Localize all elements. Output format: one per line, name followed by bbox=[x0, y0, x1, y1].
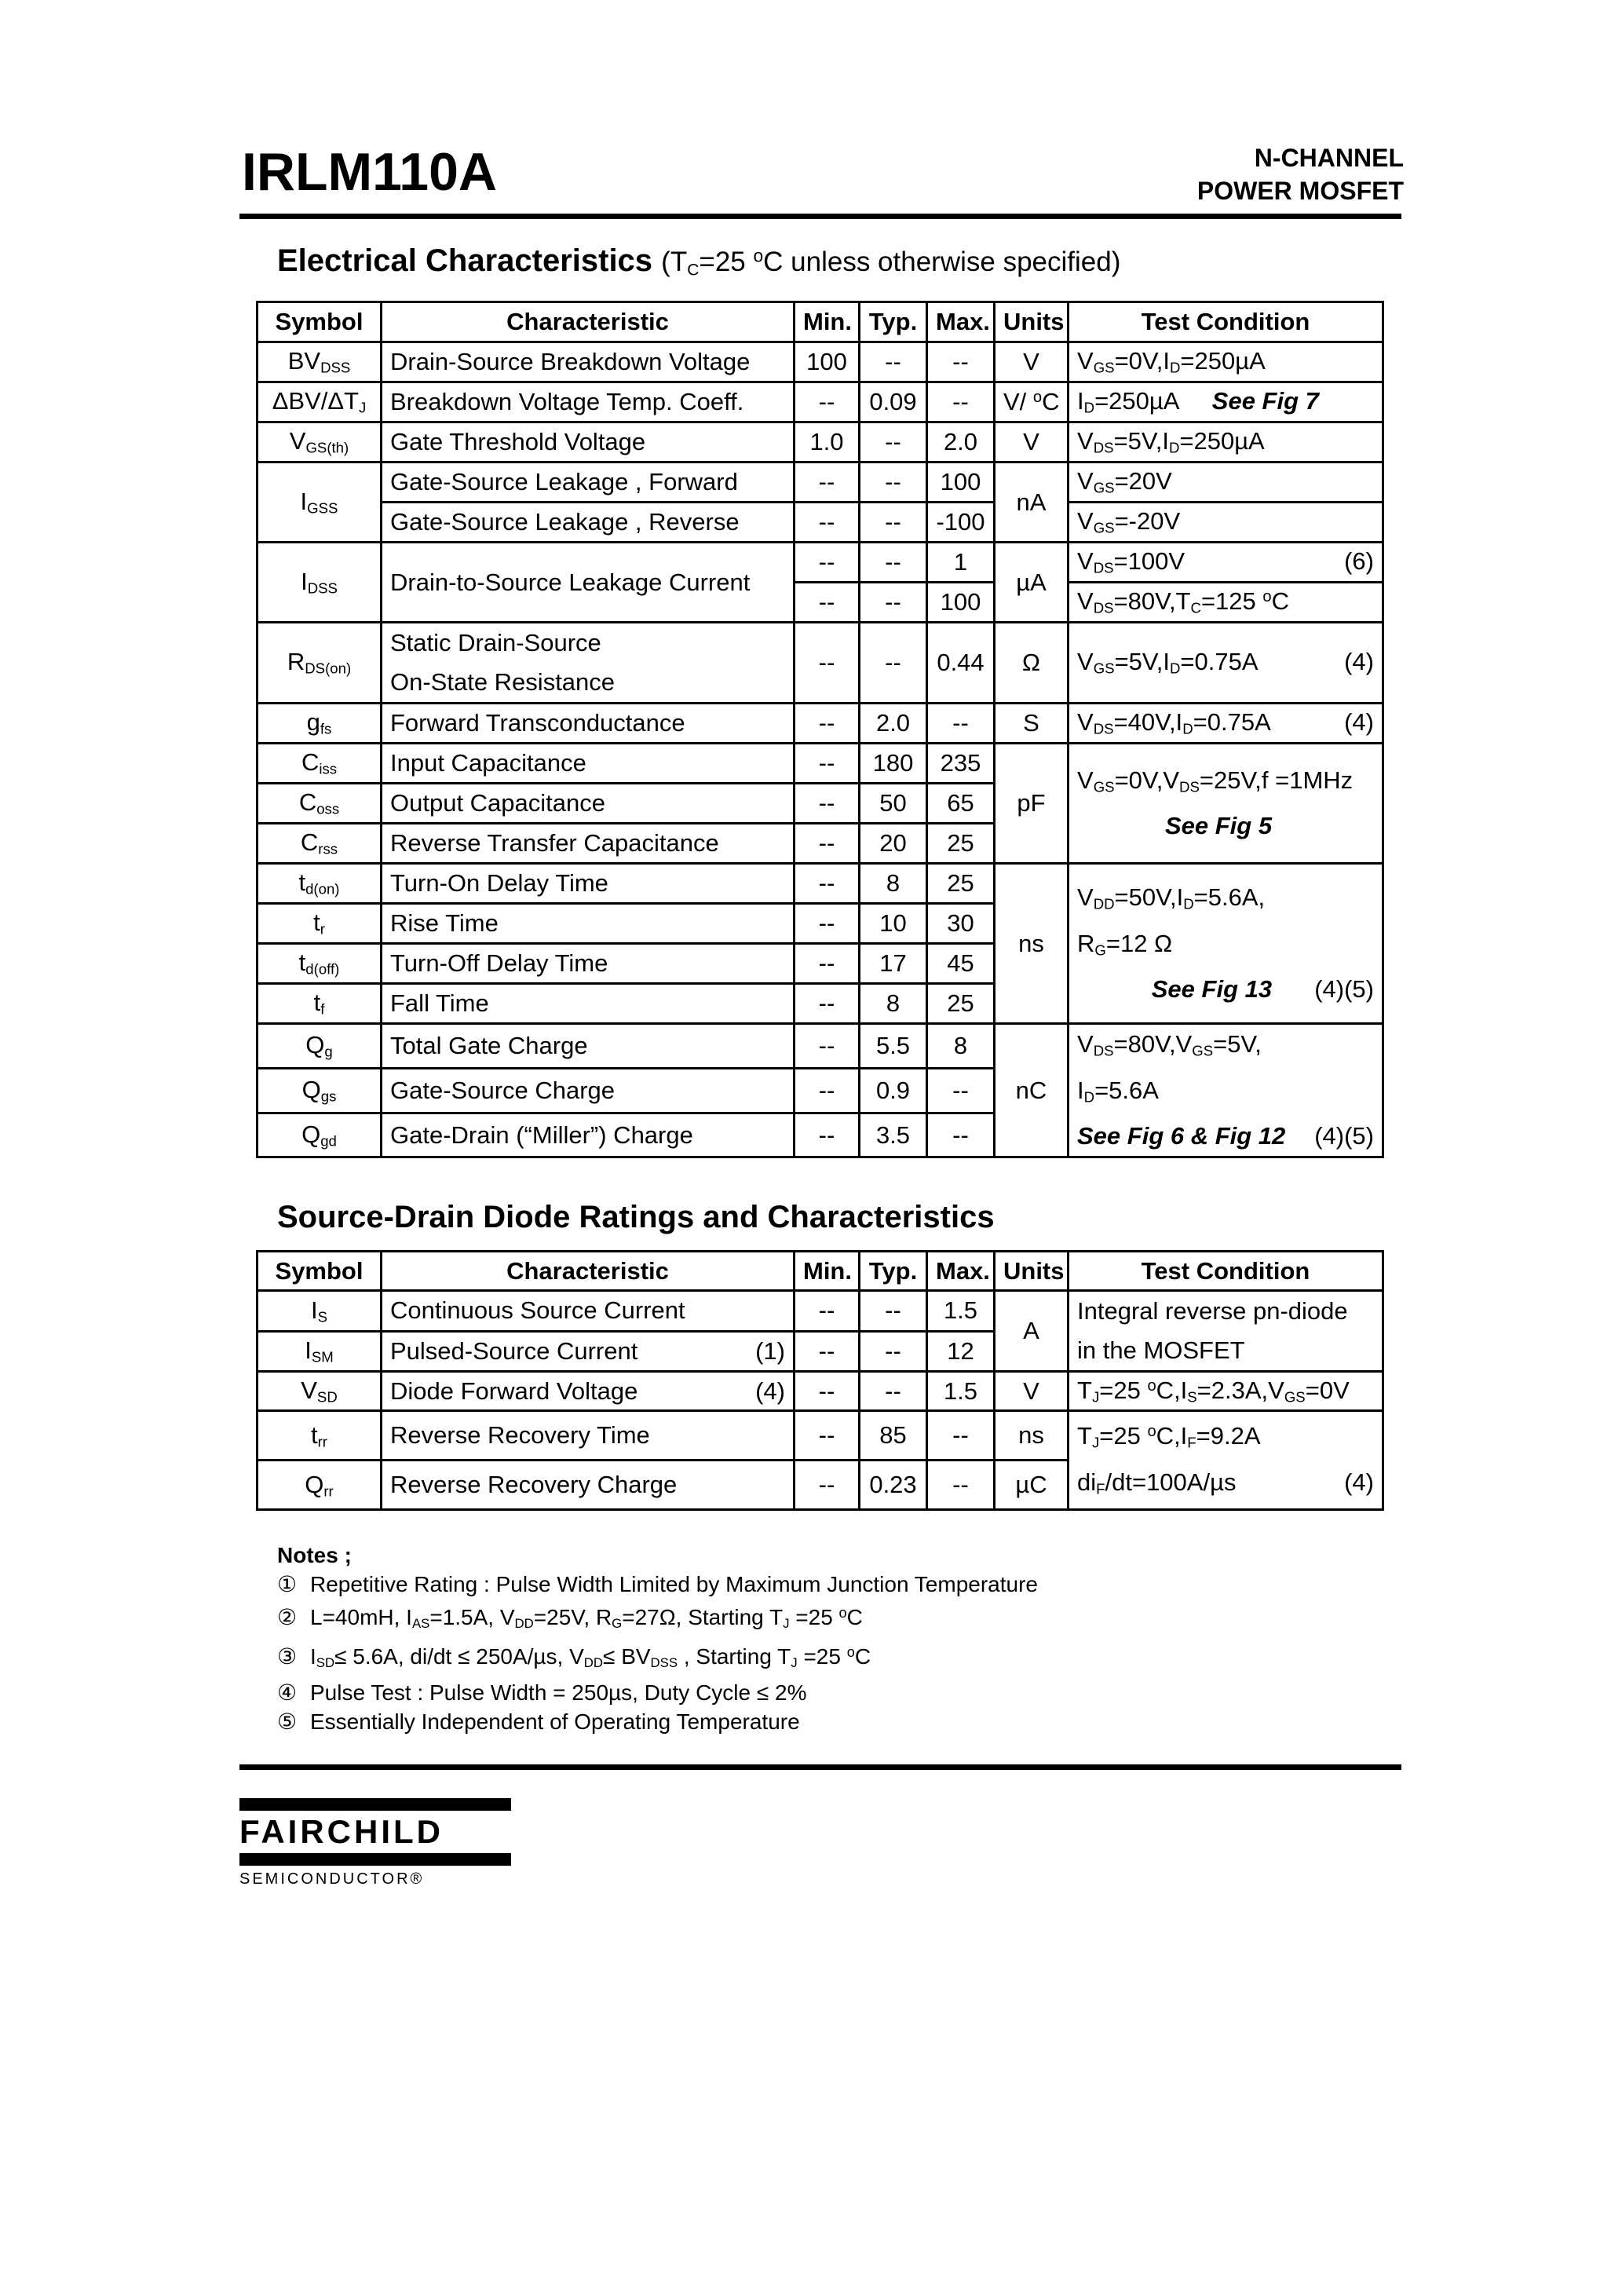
diode-title: Source-Drain Diode Ratings and Characteristics bbox=[277, 1200, 995, 1234]
test-condition-cell: $V_{DS}=100V$ (6) bbox=[1069, 543, 1383, 583]
table-row bbox=[258, 342, 1383, 382]
min-cell: 100 bbox=[795, 342, 860, 382]
min-cell: -- bbox=[795, 1113, 860, 1157]
symbol-cell: $V_{GS(th)}$ bbox=[258, 422, 382, 462]
typ-cell: 8 bbox=[860, 864, 927, 904]
units-cell: S bbox=[995, 704, 1069, 744]
test-condition-cell: $V_{DS}=5V,I_D=250\mu A$ bbox=[1069, 422, 1383, 462]
logo-top-bar bbox=[239, 1798, 511, 1811]
table-row bbox=[258, 503, 1383, 543]
max-cell: 1.5 bbox=[927, 1291, 995, 1332]
note-item bbox=[277, 1707, 1038, 1736]
max-cell: 2.0 bbox=[927, 422, 995, 462]
units-cell: nC bbox=[995, 1024, 1069, 1157]
units-cell: pF bbox=[995, 744, 1069, 864]
characteristic-cell: Forward Transconductance bbox=[382, 704, 795, 744]
note-number: ③ bbox=[277, 1644, 298, 1669]
note-text: Pulse Test : Pulse Width = 250µs, Duty Cycle ≤ 2% bbox=[310, 1680, 807, 1705]
units-cell: µC bbox=[995, 1461, 1069, 1510]
characteristic-cell: Gate-Source Leakage , Forward bbox=[382, 462, 795, 503]
table-row bbox=[258, 462, 1383, 503]
characteristic-cell: Breakdown Voltage Temp. Coeff. bbox=[382, 382, 795, 422]
col-units: Units bbox=[995, 302, 1069, 342]
header-rule bbox=[239, 214, 1401, 219]
characteristic-cell: Drain-to-Source Leakage Current bbox=[382, 543, 795, 623]
characteristic-cell: Continuous Source Current bbox=[382, 1291, 795, 1332]
min-cell: -- bbox=[795, 1331, 860, 1372]
typ-cell: 180 bbox=[860, 744, 927, 784]
min-cell: -- bbox=[795, 382, 860, 422]
min-cell: -- bbox=[795, 1461, 860, 1510]
electrical-condition: ($T_C=25$ $^o$C unless otherwise specified) bbox=[661, 245, 1121, 280]
table-row bbox=[258, 422, 1383, 462]
col-symbol: Symbol bbox=[258, 302, 382, 342]
note-item bbox=[277, 1599, 1038, 1638]
note-number: ① bbox=[277, 1572, 298, 1596]
device-type bbox=[1197, 141, 1404, 207]
units-cell: nA bbox=[995, 462, 1069, 543]
max-cell: 1.5 bbox=[927, 1372, 995, 1411]
symbol-cell: $R_{DS(on)}$ bbox=[258, 623, 382, 704]
symbol-cell: $BV_{DSS}$ bbox=[258, 342, 382, 382]
units-cell: A bbox=[995, 1291, 1069, 1372]
units-cell: Ω bbox=[995, 623, 1069, 704]
col-symbol: Symbol bbox=[258, 1252, 382, 1291]
units-cell: V bbox=[995, 1372, 1069, 1411]
typ-cell: 2.0 bbox=[860, 704, 927, 744]
min-cell: -- bbox=[795, 744, 860, 784]
characteristic-cell: Turn-On Delay Time bbox=[382, 864, 795, 904]
symbol-cell: $t_r$ bbox=[258, 904, 382, 944]
typ-cell: 8 bbox=[860, 984, 927, 1024]
col-max: Max. bbox=[927, 1252, 995, 1291]
typ-cell: 10 bbox=[860, 904, 927, 944]
diode-section-title bbox=[277, 1200, 995, 1235]
characteristic-cell: Fall Time bbox=[382, 984, 795, 1024]
table-row bbox=[258, 382, 1383, 422]
table-row bbox=[258, 1291, 1383, 1332]
typ-cell: 85 bbox=[860, 1411, 927, 1461]
test-condition-cell: Integral reverse pn-diode in the MOSFET bbox=[1069, 1291, 1383, 1372]
typ-cell: 0.23 bbox=[860, 1461, 927, 1510]
table-row bbox=[258, 864, 1383, 904]
symbol-cell: $t_{rr}$ bbox=[258, 1411, 382, 1461]
typ-cell: -- bbox=[860, 543, 927, 583]
col-min: Min. bbox=[795, 302, 860, 342]
typ-cell: 50 bbox=[860, 784, 927, 824]
symbol-cell: $C_{oss}$ bbox=[258, 784, 382, 824]
symbol-cell: $t_{d(off)}$ bbox=[258, 944, 382, 984]
footer-rule bbox=[239, 1764, 1401, 1770]
note-number: ② bbox=[277, 1605, 298, 1630]
typ-cell: -- bbox=[860, 503, 927, 543]
max-cell: 1 bbox=[927, 543, 995, 583]
max-cell: 235 bbox=[927, 744, 995, 784]
symbol-cell: $Q_{gs}$ bbox=[258, 1068, 382, 1113]
max-cell: -100 bbox=[927, 503, 995, 543]
symbol-cell: $Q_{rr}$ bbox=[258, 1461, 382, 1510]
symbol-cell: $g_{fs}$ bbox=[258, 704, 382, 744]
table-row bbox=[258, 543, 1383, 583]
notes-list bbox=[277, 1570, 1038, 1736]
test-condition-cell: $V_{GS}=0V,I_D=250\mu A$ bbox=[1069, 342, 1383, 382]
min-cell: 1.0 bbox=[795, 422, 860, 462]
test-condition-cell: $V_{GS}=-20V$ bbox=[1069, 503, 1383, 543]
test-condition-cell: $T_J=25$ $^oC,I_S=2.3A,V_{GS}=0V$ bbox=[1069, 1372, 1383, 1411]
note-number: ④ bbox=[277, 1680, 298, 1705]
symbol-cell: $I_{DSS}$ bbox=[258, 543, 382, 623]
note-text: $I_{SD}\le 5.6A$, di/dt ≤ 250A/µs, $V_{DD}\le BV_{DSS}$ , Starting $T_J =25$ $^o$C bbox=[310, 1644, 871, 1671]
typ-cell: -- bbox=[860, 1331, 927, 1372]
table-row bbox=[258, 1024, 1383, 1069]
device-type-line2: POWER MOSFET bbox=[1196, 177, 1404, 205]
max-cell: -- bbox=[927, 1411, 995, 1461]
max-cell: -- bbox=[927, 1113, 995, 1157]
min-cell: -- bbox=[795, 1068, 860, 1113]
max-cell: 45 bbox=[927, 944, 995, 984]
symbol-cell: $t_{d(on)}$ bbox=[258, 864, 382, 904]
min-cell: -- bbox=[795, 864, 860, 904]
note-text: Repetitive Rating : Pulse Width Limited by Maximum Junction Temperature bbox=[310, 1572, 1038, 1596]
fairchild-logo bbox=[239, 1798, 511, 1888]
typ-cell: -- bbox=[860, 623, 927, 704]
table-row bbox=[258, 1372, 1383, 1411]
device-type-line1: N-CHANNEL bbox=[1254, 144, 1404, 172]
symbol-cell: $C_{rss}$ bbox=[258, 824, 382, 864]
symbol-cell: $Q_{gd}$ bbox=[258, 1113, 382, 1157]
test-condition-cell: $V_{DS}=40V,I_D=0.75A$ (4) bbox=[1069, 704, 1383, 744]
max-cell: 25 bbox=[927, 824, 995, 864]
col-test-condition: Test Condition bbox=[1069, 302, 1383, 342]
units-cell: V bbox=[995, 422, 1069, 462]
characteristic-cell: Reverse Recovery Charge bbox=[382, 1461, 795, 1510]
logo-bottom-bar bbox=[239, 1853, 511, 1866]
typ-cell: 20 bbox=[860, 824, 927, 864]
note-text: L=40mH, $I_{AS}=1.5A$, $V_{DD}=25V$, $R_G=27\Omega$, Starting $T_J =25$ $^o$C bbox=[310, 1605, 863, 1632]
typ-cell: 17 bbox=[860, 944, 927, 984]
test-condition-cell: $V_{DD}=50V,I_D=5.6A$, $R_G=12$ Ω See Fig 13 (4)(5) bbox=[1069, 864, 1383, 1024]
test-condition-cell: $I_D=250\mu A$ See Fig 7 bbox=[1069, 382, 1383, 422]
note-text: Essentially Independent of Operating Temperature bbox=[310, 1709, 800, 1734]
diode-ratings-table bbox=[256, 1250, 1384, 1511]
min-cell: -- bbox=[795, 462, 860, 503]
characteristic-cell: Reverse Transfer Capacitance bbox=[382, 824, 795, 864]
symbol-cell: $V_{SD}$ bbox=[258, 1372, 382, 1411]
characteristic-cell: Gate-Source Charge bbox=[382, 1068, 795, 1113]
typ-cell: 3.5 bbox=[860, 1113, 927, 1157]
typ-cell: 0.09 bbox=[860, 382, 927, 422]
max-cell: 100 bbox=[927, 462, 995, 503]
characteristic-cell: Reverse Recovery Time bbox=[382, 1411, 795, 1461]
max-cell: 25 bbox=[927, 984, 995, 1024]
characteristic-cell: Gate-Source Leakage , Reverse bbox=[382, 503, 795, 543]
units-cell: V bbox=[995, 342, 1069, 382]
electrical-title: Electrical Characteristics bbox=[277, 243, 653, 278]
min-cell: -- bbox=[795, 944, 860, 984]
characteristic-cell: Turn-Off Delay Time bbox=[382, 944, 795, 984]
table-row bbox=[258, 1411, 1383, 1461]
typ-cell: 0.9 bbox=[860, 1068, 927, 1113]
characteristic-cell: Input Capacitance bbox=[382, 744, 795, 784]
col-typ: Typ. bbox=[860, 302, 927, 342]
col-characteristic: Characteristic bbox=[382, 302, 795, 342]
min-cell: -- bbox=[795, 704, 860, 744]
col-characteristic: Characteristic bbox=[382, 1252, 795, 1291]
test-condition-cell: $V_{GS}=20V$ bbox=[1069, 462, 1383, 503]
notes bbox=[277, 1541, 1038, 1736]
min-cell: -- bbox=[795, 784, 860, 824]
symbol-cell: ΔBV/$\Delta T_J$ bbox=[258, 382, 382, 422]
min-cell: -- bbox=[795, 1291, 860, 1332]
table-row bbox=[258, 744, 1383, 784]
col-max: Max. bbox=[927, 302, 995, 342]
min-cell: -- bbox=[795, 623, 860, 704]
max-cell: 30 bbox=[927, 904, 995, 944]
min-cell: -- bbox=[795, 1411, 860, 1461]
note-number: ⑤ bbox=[277, 1709, 298, 1734]
min-cell: -- bbox=[795, 503, 860, 543]
characteristic-cell: Diode Forward Voltage (4) bbox=[382, 1372, 795, 1411]
typ-cell: -- bbox=[860, 583, 927, 623]
units-cell: V/ $^o$C bbox=[995, 382, 1069, 422]
typ-cell: -- bbox=[860, 422, 927, 462]
symbol-cell: $I_S$ bbox=[258, 1291, 382, 1332]
part-number: IRLM110A bbox=[242, 142, 497, 202]
max-cell: 25 bbox=[927, 864, 995, 904]
table-header bbox=[258, 302, 1383, 342]
test-condition-cell: $V_{GS}=5V,I_D=0.75A$ (4) bbox=[1069, 623, 1383, 704]
test-condition-cell: $V_{DS}=80V,T_C=125$ $^o$C bbox=[1069, 583, 1383, 623]
table-row bbox=[258, 704, 1383, 744]
typ-cell: 5.5 bbox=[860, 1024, 927, 1069]
notes-heading: Notes ; bbox=[277, 1543, 352, 1567]
max-cell: -- bbox=[927, 1461, 995, 1510]
electrical-characteristics-table bbox=[256, 301, 1384, 1158]
max-cell: -- bbox=[927, 704, 995, 744]
note-item bbox=[277, 1570, 1038, 1599]
units-cell: µA bbox=[995, 543, 1069, 623]
table-header bbox=[258, 1252, 1383, 1291]
characteristic-cell: Pulsed-Source Current (1) bbox=[382, 1331, 795, 1372]
min-cell: -- bbox=[795, 583, 860, 623]
characteristic-cell: Rise Time bbox=[382, 904, 795, 944]
symbol-cell: $Q_g$ bbox=[258, 1024, 382, 1069]
min-cell: -- bbox=[795, 824, 860, 864]
note-item bbox=[277, 1678, 1038, 1707]
symbol-cell: $I_{GSS}$ bbox=[258, 462, 382, 543]
characteristic-cell: Total Gate Charge bbox=[382, 1024, 795, 1069]
typ-cell: -- bbox=[860, 1291, 927, 1332]
min-cell: -- bbox=[795, 904, 860, 944]
electrical-section-title bbox=[277, 243, 1120, 280]
test-condition-cell: $T_J=25$ $^oC,I_F=9.2A$ $di_F/dt=100A/\mu s$ (4) bbox=[1069, 1411, 1383, 1510]
max-cell: 0.44 bbox=[927, 623, 995, 704]
typ-cell: -- bbox=[860, 1372, 927, 1411]
max-cell: -- bbox=[927, 1068, 995, 1113]
units-cell: ns bbox=[995, 864, 1069, 1024]
typ-cell: -- bbox=[860, 462, 927, 503]
col-min: Min. bbox=[795, 1252, 860, 1291]
max-cell: -- bbox=[927, 342, 995, 382]
characteristic-cell: Output Capacitance bbox=[382, 784, 795, 824]
logo-subtitle: SEMICONDUCTOR® bbox=[239, 1870, 425, 1888]
characteristic-cell: Drain-Source Breakdown Voltage bbox=[382, 342, 795, 382]
col-units: Units bbox=[995, 1252, 1069, 1291]
min-cell: -- bbox=[795, 1372, 860, 1411]
min-cell: -- bbox=[795, 984, 860, 1024]
symbol-cell: $C_{iss}$ bbox=[258, 744, 382, 784]
symbol-cell: $t_f$ bbox=[258, 984, 382, 1024]
characteristic-cell: Gate-Drain (“Miller”) Charge bbox=[382, 1113, 795, 1157]
col-typ: Typ. bbox=[860, 1252, 927, 1291]
max-cell: 8 bbox=[927, 1024, 995, 1069]
min-cell: -- bbox=[795, 1024, 860, 1069]
characteristic-cell: Static Drain-Source On-State Resistance bbox=[382, 623, 795, 704]
typ-cell: -- bbox=[860, 342, 927, 382]
logo-name: FAIRCHILD bbox=[239, 1813, 444, 1850]
note-item bbox=[277, 1638, 1038, 1677]
max-cell: 100 bbox=[927, 583, 995, 623]
test-condition-cell: $V_{GS}=0V,V_{DS}=25V,f =1MHz$ See Fig 5 bbox=[1069, 744, 1383, 864]
symbol-cell: $I_{SM}$ bbox=[258, 1331, 382, 1372]
max-cell: 12 bbox=[927, 1331, 995, 1372]
test-condition-cell: $V_{DS}=80V,V_{GS}=5V$, $I_D=5.6A$ See Fig 6 & Fig 12 (4)(5) bbox=[1069, 1024, 1383, 1157]
max-cell: -- bbox=[927, 382, 995, 422]
max-cell: 65 bbox=[927, 784, 995, 824]
min-cell: -- bbox=[795, 543, 860, 583]
characteristic-cell: Gate Threshold Voltage bbox=[382, 422, 795, 462]
units-cell: ns bbox=[995, 1411, 1069, 1461]
table-row bbox=[258, 623, 1383, 704]
col-test-condition: Test Condition bbox=[1069, 1252, 1383, 1291]
